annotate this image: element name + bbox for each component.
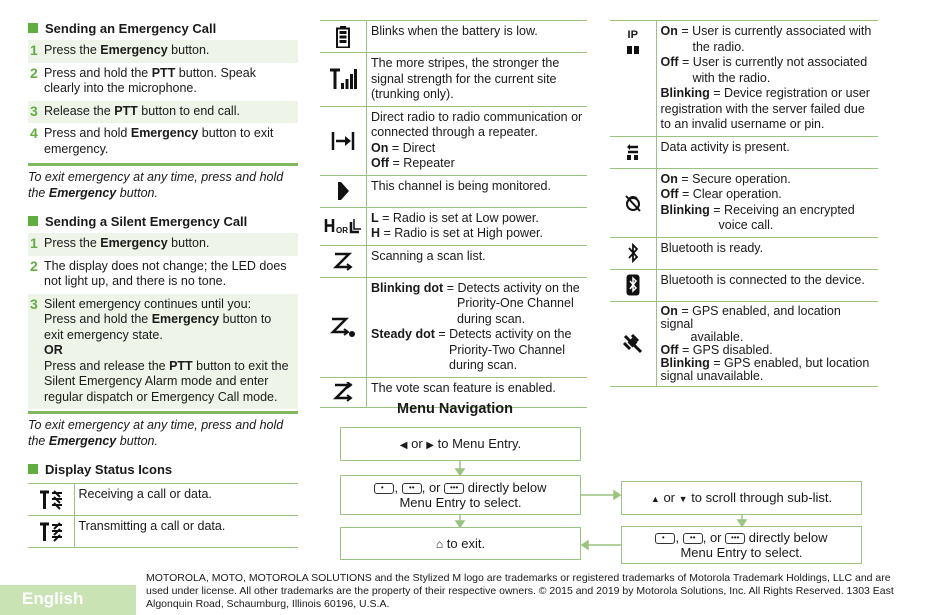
signal-text: The more stripes, the stronger the signal strength for the current site (trunking only). — [367, 53, 588, 107]
up-arrow-icon: ▲ — [650, 493, 660, 504]
emergency-step-3: 3 Release the PTT button to end call. — [28, 101, 298, 124]
sub-select-box: • , •• , or ••• directly below Menu Entry to select. — [621, 526, 862, 564]
svg-text:OR: OR — [336, 226, 348, 235]
silent-exit-note: To exit emergency at any time, press and hold the Emergency button. — [28, 418, 284, 448]
emergency-exit-note: To exit emergency at any time, press and hold the Emergency button. — [28, 170, 284, 200]
power-text: L = Radio is set at Low power. H = Radio is set at High power. — [367, 207, 588, 245]
menu-entry-box: ◀ or ▶ to Menu Entry. — [340, 427, 581, 461]
ip-icon: IP — [610, 21, 656, 137]
home-icon: ⌂ — [435, 536, 444, 551]
silent-step-1: 1 Press the Emergency button. — [28, 233, 298, 256]
ip-text: On = User is currently associated with the radio. Off = User is currently not associated with the radio. Blinking = Device registration or user registration with the server failed due to an invalid username or pin. — [656, 21, 878, 137]
monitor-text: This channel is being monitored. — [367, 175, 588, 207]
softkey-center-icon: •• — [683, 533, 703, 544]
emergency-step-4: 4 Press and hold Emergency button to exit emergency. — [30, 125, 274, 156]
battery-text: Blinks when the battery is low. — [367, 21, 588, 53]
silent-step-3: 3 Silent emergency continues until you: Press and hold the Emergency button to exit emergency state. OR Press and release the PTT button to exit the Silent Emergency Alarm mode and enter regular dispatch or Emergency Call mode. — [28, 294, 298, 410]
gps-text: On = GPS enabled, and location signal available. Off = GPS disabled. Blinking = GPS enabled, but location signal unavailable. — [656, 301, 878, 386]
bluetooth-ready-text: Bluetooth is ready. — [656, 237, 878, 269]
display-status-heading: Display Status Icons — [28, 457, 298, 481]
exit-box: ⌂ to exit. — [340, 527, 581, 560]
silent-step-2: 2 The display does not change; the LED does not light up, and there is no tone. — [30, 257, 287, 288]
softkey-left-icon: • — [655, 533, 675, 544]
menu-navigation-title: Menu Navigation — [397, 401, 514, 417]
priority-text: Blinking dot = Detects activity on the Priority-One Channel during scan. Steady dot = Detects activity on the Priority-Two Channel during scan. — [367, 277, 588, 377]
direct-text: Direct radio to radio communication or connected through a repeater. On = Direct Off = Repeater — [367, 106, 588, 175]
emergency-step-1: 1 Press the Emergency button. — [28, 40, 298, 63]
scan-text: Scanning a scan list. — [367, 245, 588, 277]
secure-text: On = Secure operation. Off = Clear operation. Blinking = Receiving an encrypted voice call. — [656, 168, 878, 237]
softkey-right-icon: ••• — [444, 483, 464, 494]
left-arrow-icon: ◀ — [399, 439, 408, 451]
softkey-left-icon: • — [374, 483, 394, 494]
vote-text: The vote scan feature is enabled. — [367, 377, 588, 407]
trademark-footer: MOTOROLA, MOTO, MOTOROLA SOLUTIONS and the Stylized M logo are trademarks or registered trademarks of Motorola Trademark Holdings, LLC and are used under license. All other trademarks are the property of their respective owners. © 2015 and 2019 by Motorola Solutions, Inc. All Rights Reserved. 1303 East Algonquin Road, Schaumburg, Illinois 60196, U.S.A. — [146, 572, 894, 610]
transmitting-text: Transmitting a call or data. — [74, 516, 298, 548]
right-arrow-icon: ▶ — [426, 439, 434, 451]
receiving-text: Receiving a call or data. — [74, 484, 298, 516]
down-arrow-icon: ▼ — [678, 493, 688, 504]
select-box: • , •• , or ••• directly below Menu Entry to select. — [340, 475, 581, 515]
bluetooth-connected-text: Bluetooth is connected to the device. — [656, 269, 878, 301]
softkey-right-icon: ••• — [725, 533, 745, 544]
softkey-center-icon: •• — [402, 483, 422, 494]
emergency-call-heading: Sending an Emergency Call — [28, 16, 298, 40]
scroll-box: ▲ or ▼ to scroll through sub-list. — [621, 481, 862, 515]
emergency-step-2: 2 Press and hold the PTT button. Speak clearly into the microphone. — [30, 64, 256, 95]
language-tab: English — [0, 585, 136, 615]
data-activity-text: Data activity is present. — [656, 136, 878, 168]
silent-emergency-heading: Sending a Silent Emergency Call — [28, 209, 298, 233]
